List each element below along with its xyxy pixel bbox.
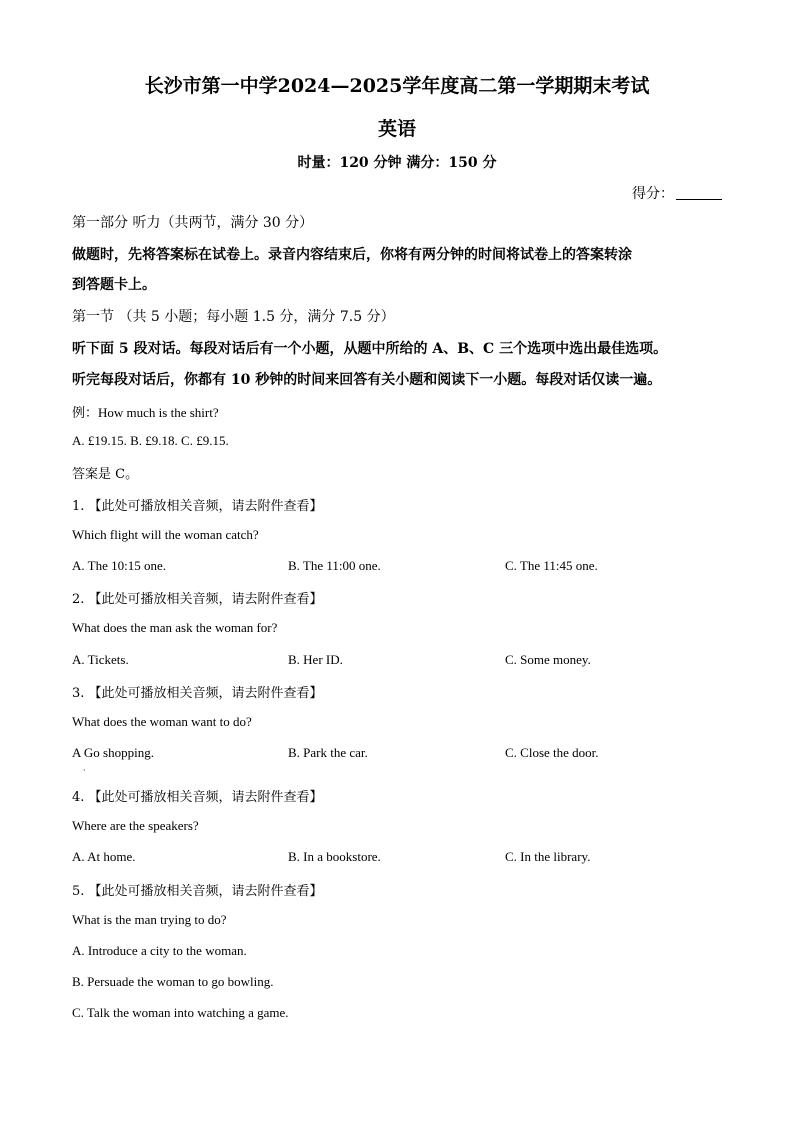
audio-placeholder[interactable]: 3. 【此处可播放相关音频，请去附件查看】: [72, 686, 323, 701]
exam-meta: 时量：120 分钟 满分：150 分: [297, 155, 497, 171]
option-c: C. In the library.: [505, 849, 591, 864]
audio-placeholder[interactable]: 5. 【此处可播放相关音频，请去附件查看】: [72, 884, 323, 899]
stray-dot: ·: [83, 766, 86, 775]
question-text: What does the woman want to do?: [72, 714, 252, 729]
option-a: A Go shopping.: [72, 745, 154, 760]
example-options: A. £19.15. B. £9.18. C. £9.15.: [72, 433, 229, 448]
option-b: B. Her ID.: [288, 652, 343, 667]
option-b: B. Persuade the woman to go bowling.: [72, 974, 274, 989]
option-b: B. In a bookstore.: [288, 849, 381, 864]
option-b: B. The 11:00 one.: [288, 558, 381, 573]
audio-placeholder[interactable]: 4. 【此处可播放相关音频，请去附件查看】: [72, 790, 323, 805]
question-text: What is the man trying to do?: [72, 912, 227, 927]
part1-heading: 第一部分 听力（共两节，满分 30 分）: [72, 215, 314, 231]
option-a: A. Tickets.: [72, 652, 129, 667]
section1-instruction-line: 听下面 5 段对话。每段对话后有一个小题，从题中所给的 A、B、C 三个选项中选出最佳选项。: [72, 341, 668, 357]
question-options: [72, 652, 722, 670]
question-options: [72, 849, 722, 867]
option-b: B. Park the car.: [288, 745, 368, 760]
section1-heading: 第一节 （共 5 小题；每小题 1.5 分，满分 7.5 分）: [72, 309, 395, 325]
option-a: A. The 10:15 one.: [72, 558, 166, 573]
question-text: Where are the speakers?: [72, 818, 199, 833]
score-label: 得分：: [632, 186, 674, 202]
option-c: C. Close the door.: [505, 745, 599, 760]
option-c: C. The 11:45 one.: [505, 558, 598, 573]
subject-title: 英语: [377, 118, 416, 140]
option-c: C. Some money.: [505, 652, 591, 667]
example-question: 例：How much is the shirt?: [72, 405, 219, 420]
exam-title: 长沙市第一中学2024—2025学年度高二第一学期期末考试: [144, 75, 650, 97]
question-text: Which flight will the woman catch?: [72, 527, 259, 542]
option-a: A. At home.: [72, 849, 136, 864]
section1-instruction-line: 听完每段对话后，你都有 10 秒钟的时间来回答有关小题和阅读下一小题。每段对话仅读一遍。: [72, 372, 662, 388]
part1-instruction-line: 做题时，先将答案标在试卷上。录音内容结束后，你将有两分钟的时间将试卷上的答案转涂: [72, 247, 632, 263]
question-text: What does the man ask the woman for?: [72, 620, 278, 635]
audio-placeholder[interactable]: 1. 【此处可播放相关音频，请去附件查看】: [72, 499, 323, 514]
option-c: C. Talk the woman into watching a game.: [72, 1005, 289, 1020]
example-answer: 答案是 C。: [72, 467, 139, 482]
question-options: [72, 745, 722, 763]
question-options: [72, 558, 722, 576]
score-field: [632, 183, 722, 203]
part1-instruction-line: 到答题卡上。: [72, 277, 156, 293]
audio-placeholder[interactable]: 2. 【此处可播放相关音频，请去附件查看】: [72, 592, 323, 607]
option-a: A. Introduce a city to the woman.: [72, 943, 247, 958]
score-blank[interactable]: [676, 185, 722, 200]
